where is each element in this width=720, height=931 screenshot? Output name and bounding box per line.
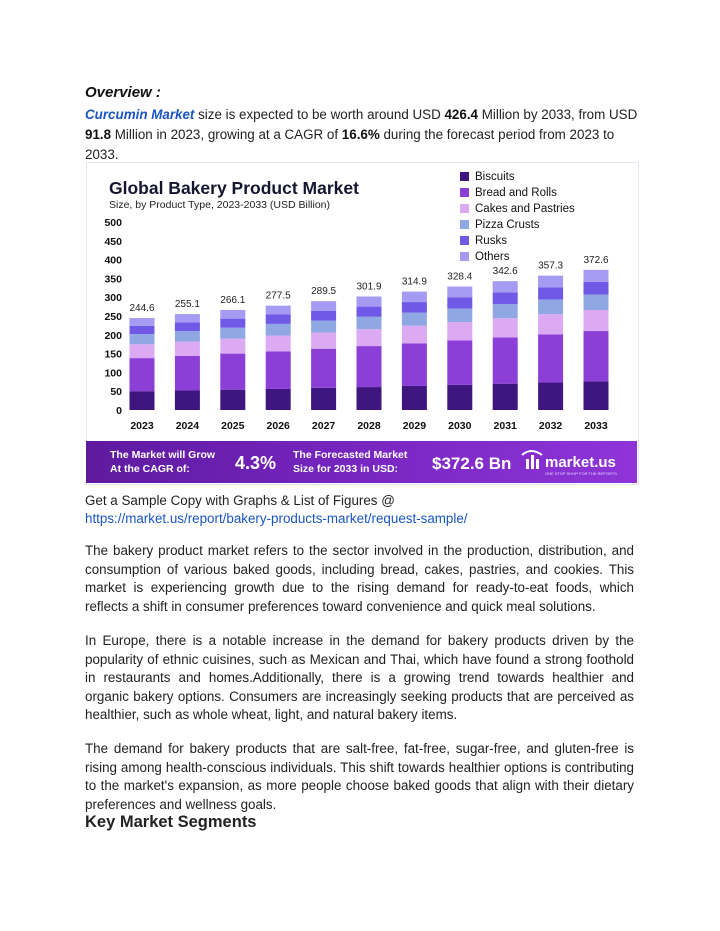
legend-swatch bbox=[460, 220, 469, 229]
bar-segment-bread-and-rolls bbox=[538, 334, 563, 382]
bar-segment-biscuits bbox=[266, 389, 291, 410]
bar-segment-bread-and-rolls bbox=[584, 331, 609, 381]
bar-segment-rusks bbox=[584, 282, 609, 295]
bar-segment-pizza-crusts bbox=[584, 295, 609, 310]
bar-segment-rusks bbox=[357, 307, 382, 317]
bar-segment-pizza-crusts bbox=[266, 324, 291, 336]
x-tick-label: 2025 bbox=[221, 420, 245, 432]
bar-segment-cakes-and-pastries bbox=[266, 336, 291, 352]
banner-grow-line2: At the CAGR of: bbox=[110, 463, 190, 475]
x-tick-label: 2033 bbox=[584, 420, 608, 432]
bar-segment-cakes-and-pastries bbox=[357, 329, 382, 346]
total-label: 314.9 bbox=[401, 276, 427, 288]
bar-segment-rusks bbox=[311, 311, 336, 321]
bar-segment-bread-and-rolls bbox=[357, 346, 382, 387]
bar-segment-biscuits bbox=[311, 388, 336, 410]
chart-title: Global Bakery Product Market bbox=[109, 178, 359, 198]
x-tick-label: 2027 bbox=[311, 420, 336, 432]
bar-segment-pizza-crusts bbox=[175, 331, 200, 342]
y-tick-label: 500 bbox=[104, 217, 122, 229]
legend-label: Biscuits bbox=[475, 171, 515, 183]
bar-segment-cakes-and-pastries bbox=[538, 314, 563, 334]
legend-label: Rusks bbox=[475, 235, 507, 247]
sample-copy-text: Get a Sample Copy with Graphs & List of Figures @ bbox=[85, 493, 395, 508]
bar-segment-bread-and-rolls bbox=[175, 356, 200, 391]
legend-swatch bbox=[460, 172, 469, 181]
bar-segment-others bbox=[175, 314, 200, 322]
bar-segment-bread-and-rolls bbox=[220, 354, 245, 390]
bar-segment-cakes-and-pastries bbox=[311, 333, 336, 349]
bar-segment-biscuits bbox=[130, 391, 155, 410]
legend bbox=[460, 171, 575, 263]
bar-segment-biscuits bbox=[175, 390, 200, 410]
y-tick-label: 100 bbox=[104, 367, 122, 380]
bar-segment-others bbox=[266, 306, 291, 315]
bar-segment-biscuits bbox=[220, 390, 245, 410]
banner-forecast-value: $372.6 Bn bbox=[432, 454, 512, 473]
total-label: 342.6 bbox=[492, 266, 518, 278]
bar-segment-others bbox=[447, 287, 472, 298]
bar-segment-pizza-crusts bbox=[357, 317, 382, 329]
y-tick-label: 350 bbox=[104, 273, 122, 286]
bar-segment-rusks bbox=[538, 287, 563, 299]
intro-text-1: size is expected to be worth around USD bbox=[194, 107, 445, 122]
bar-segment-pizza-crusts bbox=[493, 304, 518, 318]
intro-text-4: during the forecast period from 2023 to 2033. bbox=[85, 127, 615, 162]
x-tick-label: 2028 bbox=[357, 420, 381, 432]
total-label: 255.1 bbox=[174, 299, 200, 311]
bar-segment-biscuits bbox=[493, 384, 518, 410]
paragraph-2: In Europe, there is a notable increase in the demand for bakery products driven by the popularity of ethnic cuisines, such as Mexican and Thai, which have found a strong foothold in restaurants and homes.Additionally, there is a growing trend towards healthier and organic bakery options. Consumers are increasingly seeking products that are perceived as healthier, such as whole wheat, light, and natural bakery items. bbox=[85, 633, 634, 722]
total-label: 372.6 bbox=[583, 254, 609, 266]
y-tick-label: 200 bbox=[104, 329, 122, 342]
bar-segment-bread-and-rolls bbox=[447, 340, 472, 384]
bar-segment-cakes-and-pastries bbox=[220, 339, 245, 354]
bar-segment-bread-and-rolls bbox=[493, 337, 518, 383]
legend-swatch bbox=[460, 188, 469, 197]
x-tick-label: 2032 bbox=[538, 420, 563, 432]
banner-brand-tagline: ONE STOP SHOP FOR THE REPORTS bbox=[545, 471, 617, 476]
banner-forecast-line1: The Forecasted Market bbox=[293, 449, 408, 461]
x-tick-label: 2026 bbox=[266, 420, 290, 432]
bar-segment-cakes-and-pastries bbox=[130, 344, 155, 358]
bar-segment-rusks bbox=[493, 292, 518, 304]
y-tick-label: 250 bbox=[104, 311, 122, 323]
x-axis bbox=[130, 420, 608, 432]
legend-swatch bbox=[460, 204, 469, 213]
sample-request-link[interactable]: https://market.us/report/bakery-products-market/request-sample/ bbox=[85, 511, 468, 526]
total-label: 277.5 bbox=[265, 290, 291, 302]
x-tick-label: 2029 bbox=[402, 420, 427, 432]
bar-segment-cakes-and-pastries bbox=[402, 326, 427, 344]
bar-segment-cakes-and-pastries bbox=[175, 342, 200, 356]
bar-segment-bread-and-rolls bbox=[402, 343, 427, 385]
total-label: 289.5 bbox=[311, 286, 337, 298]
legend-label: Bread and Rolls bbox=[475, 187, 557, 199]
bar-stack-2029 bbox=[402, 292, 427, 410]
bar-segment-biscuits bbox=[538, 383, 563, 410]
bar-stack-2028 bbox=[357, 296, 382, 410]
bar-stack-2033 bbox=[584, 270, 609, 410]
bar-segment-others bbox=[130, 318, 155, 326]
x-tick-label: 2031 bbox=[493, 420, 517, 432]
x-tick-label: 2023 bbox=[130, 420, 154, 432]
y-tick-label: 300 bbox=[104, 292, 122, 305]
chart-subtitle: Size, by Product Type, 2023-2033 (USD Billion) bbox=[109, 199, 331, 211]
bar-segment-cakes-and-pastries bbox=[447, 322, 472, 340]
intro-value-2033: 426.4 bbox=[444, 107, 478, 122]
bar-segment-cakes-and-pastries bbox=[493, 318, 518, 337]
bar-segment-pizza-crusts bbox=[311, 321, 336, 333]
overview-heading: Overview : bbox=[85, 84, 161, 101]
paragraph-1: The bakery product market refers to the sector involved in the production, distribution, and consumption of various baked goods, including bread, cakes, pastries, and cookies. This market is experiencing growth due to the rising demand for ready-to-eat foods, which reflects a shift in consumer preferences toward convenience and quick meal solutions. bbox=[85, 543, 634, 614]
bar-segment-biscuits bbox=[584, 381, 609, 410]
bar-segment-biscuits bbox=[402, 386, 427, 410]
bar-stack-2027 bbox=[311, 301, 336, 410]
paragraph-3: The demand for bakery products that are salt-free, fat-free, sugar-free, and gluten-free is rising among health-conscious individuals. This shift towards healthier options is contributing to the market's expansion, as more people choose baked goods that align with their dietary preferences and wellness goals. bbox=[85, 741, 634, 812]
y-tick-label: 450 bbox=[104, 235, 122, 248]
x-tick-label: 2024 bbox=[175, 420, 200, 432]
bar-segment-rusks bbox=[175, 322, 200, 331]
overview-intro bbox=[85, 105, 645, 165]
bar-segment-pizza-crusts bbox=[447, 308, 472, 322]
bar-segment-rusks bbox=[402, 302, 427, 313]
banner-graphic bbox=[86, 441, 637, 483]
intro-text-3: Million in 2023, growing at a CAGR of bbox=[111, 127, 342, 142]
legend-label: Cakes and Pastries bbox=[475, 203, 575, 215]
bar-segment-rusks bbox=[266, 314, 291, 323]
market-banner bbox=[86, 441, 637, 483]
bar-segment-pizza-crusts bbox=[220, 328, 245, 339]
total-label: 357.3 bbox=[538, 260, 564, 272]
x-tick-label: 2030 bbox=[448, 420, 472, 432]
bar-segment-biscuits bbox=[357, 387, 382, 410]
total-label: 266.1 bbox=[220, 294, 246, 306]
bar-segment-others bbox=[584, 270, 609, 282]
intro-text-2: Million by 2033, from USD bbox=[478, 107, 638, 122]
marketus-logo-icon bbox=[522, 451, 542, 469]
total-label: 244.6 bbox=[129, 303, 155, 315]
banner-forecast-line2: Size for 2033 in USD: bbox=[293, 463, 399, 475]
bar-segment-pizza-crusts bbox=[130, 334, 155, 344]
bar-stack-2024 bbox=[175, 314, 200, 410]
curcumin-market-link[interactable]: Curcumin Market bbox=[85, 107, 195, 122]
y-tick-label: 0 bbox=[116, 405, 122, 417]
bar-segment-others bbox=[402, 292, 427, 302]
bar-segment-others bbox=[311, 301, 336, 311]
total-label: 301.9 bbox=[356, 281, 382, 293]
bar-segment-rusks bbox=[220, 319, 245, 328]
bar-segment-rusks bbox=[447, 297, 472, 308]
y-tick-label: 400 bbox=[104, 254, 122, 267]
bar-segment-cakes-and-pastries bbox=[584, 310, 609, 331]
y-tick-label: 50 bbox=[110, 386, 122, 399]
bar-segment-rusks bbox=[130, 326, 155, 334]
legend-label: Pizza Crusts bbox=[475, 219, 540, 231]
intro-value-cagr: 16.6% bbox=[341, 127, 380, 142]
legend-swatch bbox=[460, 252, 469, 261]
bakery-market-chart bbox=[87, 163, 638, 442]
y-axis bbox=[104, 217, 122, 417]
bar-stack-2031 bbox=[493, 281, 518, 410]
bar-stack-2032 bbox=[538, 276, 563, 410]
legend-label: Others bbox=[475, 251, 510, 263]
bar-segment-pizza-crusts bbox=[538, 299, 563, 314]
bar-segment-others bbox=[538, 276, 563, 288]
market-infographic bbox=[86, 162, 639, 485]
bar-segment-others bbox=[220, 310, 245, 319]
bar-segment-biscuits bbox=[447, 385, 472, 410]
key-market-segments-heading: Key Market Segments bbox=[85, 813, 257, 831]
bar-segment-bread-and-rolls bbox=[311, 349, 336, 388]
bar-segment-pizza-crusts bbox=[402, 313, 427, 326]
bar-segment-others bbox=[357, 296, 382, 306]
banner-grow-line1: The Market will Grow bbox=[110, 449, 216, 461]
intro-value-2023: 91.8 bbox=[85, 127, 112, 142]
banner-cagr-value: 4.3% bbox=[235, 453, 277, 473]
bar-stack-2025 bbox=[220, 310, 245, 410]
banner-brand: market.us bbox=[545, 454, 616, 471]
bar-segment-bread-and-rolls bbox=[130, 358, 155, 391]
bar-stack-2023 bbox=[130, 318, 155, 410]
bar-stack-2026 bbox=[266, 306, 291, 410]
y-tick-label: 150 bbox=[104, 348, 122, 361]
bar-segment-bread-and-rolls bbox=[266, 351, 291, 389]
total-label: 328.4 bbox=[447, 271, 473, 283]
bar-stack-2030 bbox=[447, 287, 472, 410]
legend-swatch bbox=[460, 236, 469, 245]
bar-segment-others bbox=[493, 281, 518, 292]
